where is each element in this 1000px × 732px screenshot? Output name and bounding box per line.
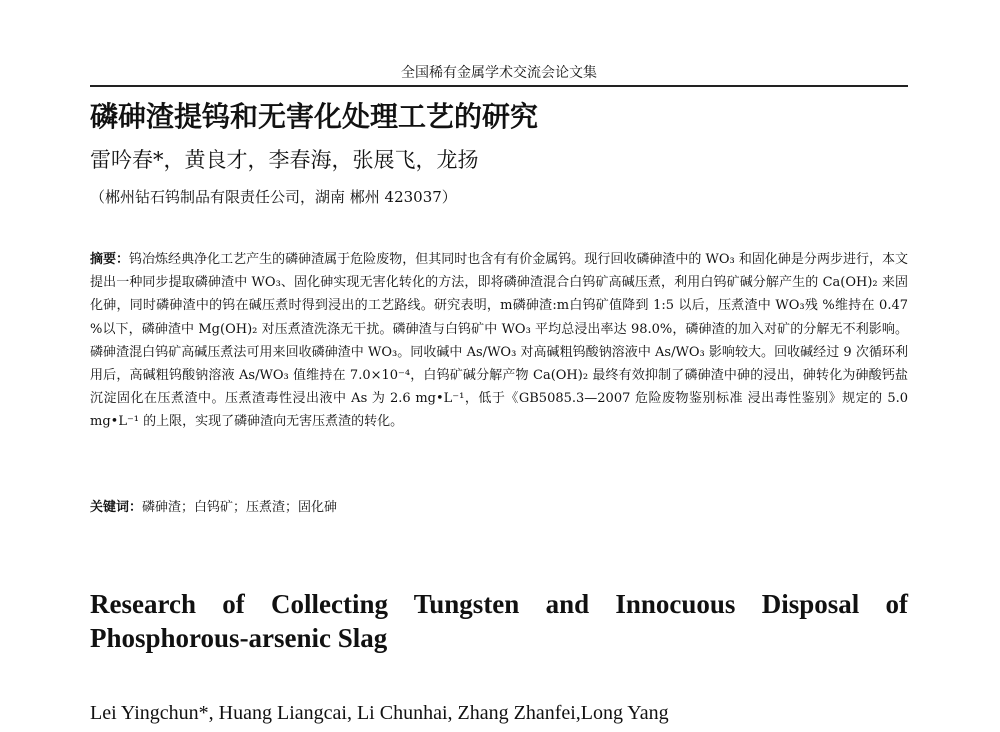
abstract-chinese — [90, 248, 908, 434]
keywords-chinese — [90, 497, 337, 519]
keywords-text: 磷砷渣；白钨矿；压煮渣；固化砷 — [142, 500, 338, 515]
header-rule — [90, 85, 908, 87]
authors-english: Lei Yingchun*, Huang Liangcai, Li Chunhai, Zhang Zhanfei,Long Yang — [90, 702, 669, 724]
affiliation-chinese: （郴州钻石钨制品有限责任公司，湖南 郴州 423037） — [90, 188, 457, 206]
keywords-label: 关键词： — [90, 500, 143, 515]
abstract-label: 摘要： — [90, 252, 130, 267]
title-english: Research of Collecting Tungsten and Innocuous Disposal of Phosphorous-arsenic Slag — [90, 589, 908, 653]
title-chinese: 磷砷渣提钨和无害化处理工艺的研究 — [90, 100, 539, 133]
abstract-text: 钨冶炼经典净化工艺产生的磷砷渣属于危险废物，但其同时也含有有价金属钨。现行回收磷砷渣中的 WO₃ 和固化砷是分两步进行，本文提出一种同步提取磷砷渣中 WO₃、固化砷实现无害化转化的方法，即将磷砷渣混合白钨矿高碱压煮，利用白钨矿碱分解产生的 Ca(OH)₂ 来固化砷，同时磷砷渣中的钨在碱压煮时得到浸出的工艺路线。研究表明，m磷砷渣:m白钨矿值降到 1:5 以后，压煮渣中 WO₃残 %维持在 0.47 %以下，磷砷渣中 Mg(OH)₂ 对压煮渣洗涤无干扰。磷砷渣与白钨矿中 WO₃ 平均总浸出率达 98.0%，磷砷渣的加入对矿的分解无不利影响。磷砷渣混白钨矿高碱压煮法可用来回收磷砷渣中 WO₃。同收碱中 As/WO₃ 对高碱粗钨酸钠溶液中 As/WO₃ 影响较大。回收碱经过 9 次循环利用后，高碱粗钨酸钠溶液 As/WO₃ 值维持在 7.0×10⁻⁴，白钨矿碱分解产物 Ca(OH)₂ 最终有效抑制了磷砷渣中砷的浸出，砷转化为砷酸钙盐沉淀固化在压煮渣中。压煮渣毒性浸出液中 As 为 2.6 mg•L⁻¹，低于《GB5085.3—2007 危险废物鉴别标准 浸出毒性鉴别》规定的 5.0 mg•L⁻¹ 的上限，实现了磷砷渣向无害压煮渣的转化。 — [90, 252, 908, 430]
authors-chinese: 雷吟春*，黄良才，李春海，张展飞，龙扬 — [90, 148, 479, 172]
running-header: 全国稀有金属学术交流会论文集 — [401, 65, 597, 81]
